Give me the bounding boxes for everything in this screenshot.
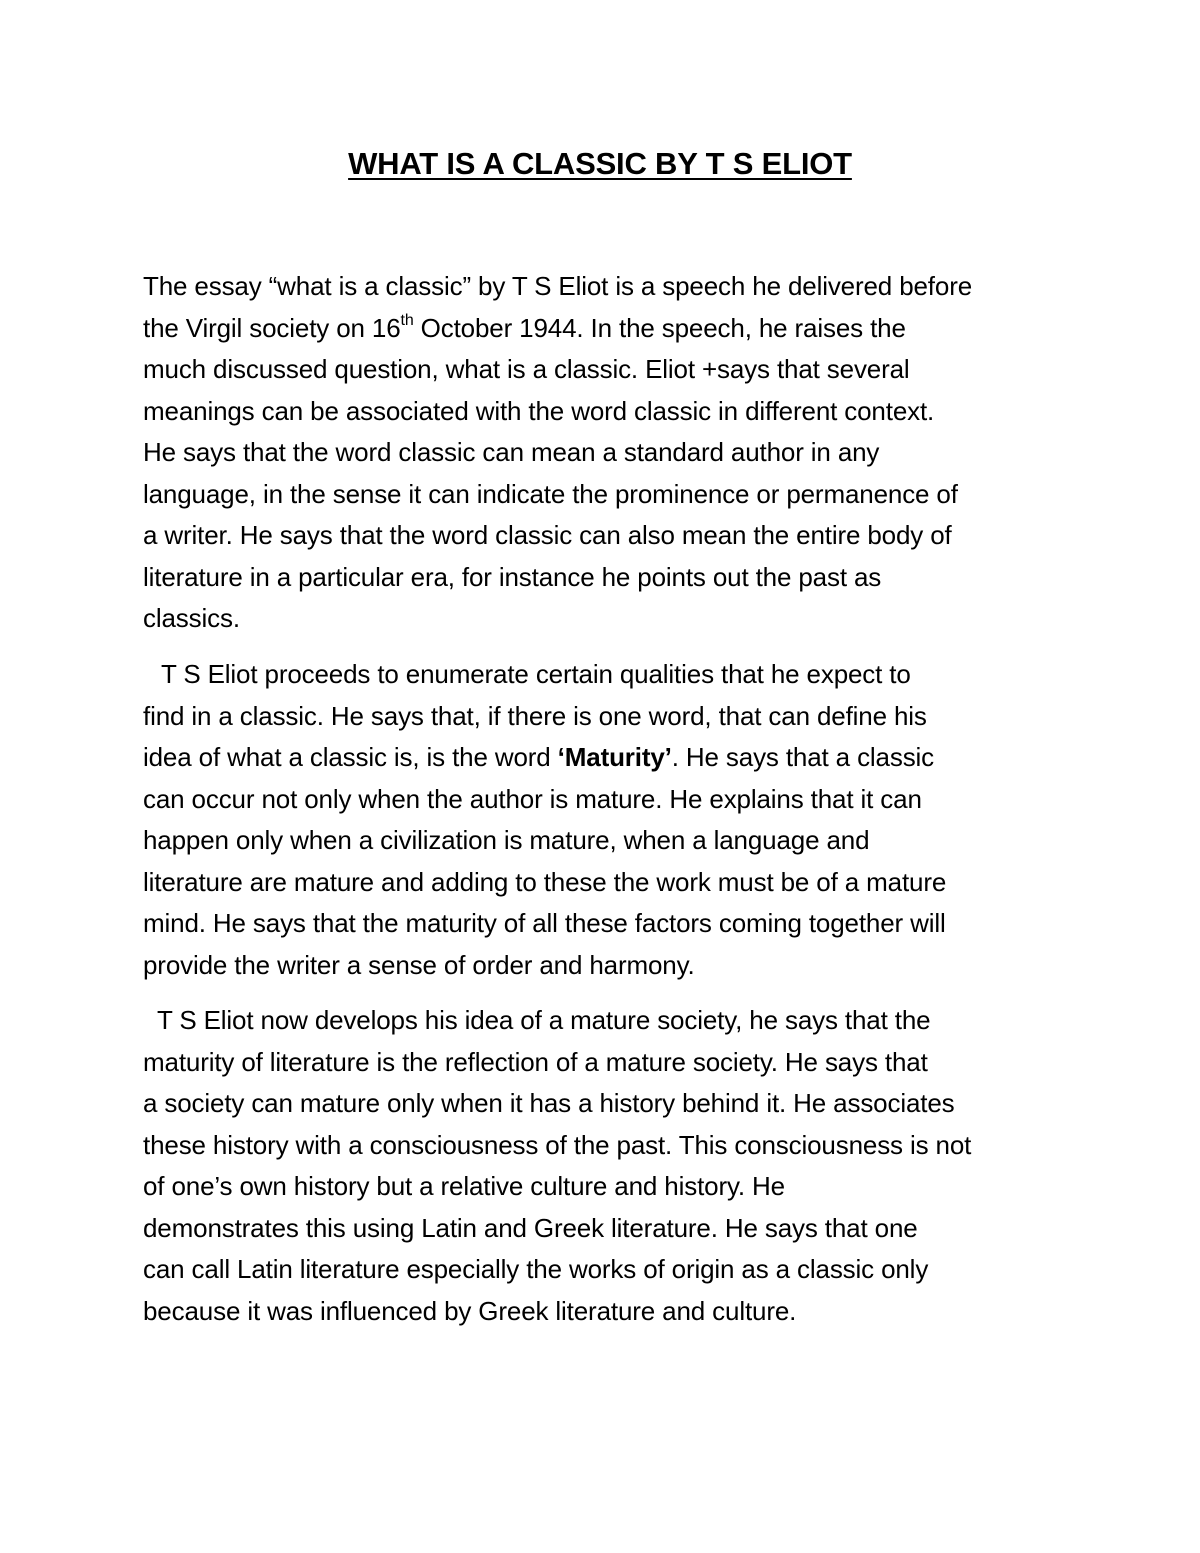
text-line: literature are mature and adding to these the work must be of a mature — [143, 866, 947, 897]
text-segment: the Virgil society on 16 — [143, 312, 401, 343]
text-line: maturity of literature is the reflection of a mature society. He says that — [143, 1046, 928, 1077]
text-line: literature in a particular era, for instance he points out the past as — [143, 561, 882, 592]
bold-term: ‘Maturity’ — [557, 742, 672, 772]
text-line: mind. He says that the maturity of all these factors coming together will — [143, 908, 946, 938]
text-line: T S Eliot proceeds to enumerate certain qualities that he expect to — [161, 659, 911, 689]
document-title: WHAT IS A CLASSIC BY T S ELIOT — [348, 146, 852, 181]
text-line: happen only when a civilization is mature, when a language and — [143, 825, 870, 855]
text-line: He says that the word classic can mean a standard author in any — [143, 437, 880, 467]
text-line: of one’s own history but a relative culture and history. He — [143, 1171, 785, 1201]
text-line: much discussed question, what is a classic. Eliot +says that several — [143, 354, 910, 384]
text-segment: idea of what a classic is, is the word — [143, 742, 558, 772]
text-segment: . He says that a classic — [671, 742, 935, 772]
paragraph-1 — [143, 266, 1063, 640]
text-line: meanings can be associated with the word classic in different context. — [143, 395, 935, 426]
text-line: a society can mature only when it has a history behind it. He associates — [143, 1088, 955, 1118]
text-line: language, in the sense it can indicate the prominence or permanence of — [143, 478, 958, 509]
text-line: T S Eliot now develops his idea of a mature society, he says that the — [157, 1005, 931, 1035]
text-segment: October 1944. In the speech, he raises the — [413, 312, 906, 343]
text-line: because it was influenced by Greek literature and culture. — [143, 1295, 797, 1326]
text-line: can call Latin literature especially the works of origin as a classic only — [143, 1254, 929, 1284]
superscript: th — [400, 311, 414, 329]
text-line — [143, 308, 1063, 350]
text-line: can occur not only when the author is mature. He explains that it can — [143, 783, 922, 814]
text-line — [143, 737, 1063, 779]
text-line: demonstrates this using Latin and Greek literature. He says that one — [143, 1212, 918, 1243]
paragraph-3 — [143, 1000, 1063, 1332]
text-line: The essay “what is a classic” by T S Eliot is a speech he delivered before — [143, 271, 973, 301]
text-line: find in a classic. He says that, if there is one word, that can define his — [143, 700, 927, 731]
text-line: a writer. He says that the word classic can also mean the entire body of — [143, 520, 952, 550]
paragraph-2 — [143, 654, 1063, 986]
text-line: these history with a consciousness of the past. This consciousness is not — [143, 1129, 972, 1160]
text-line: provide the writer a sense of order and harmony. — [143, 949, 695, 980]
text-line: classics. — [143, 603, 240, 633]
